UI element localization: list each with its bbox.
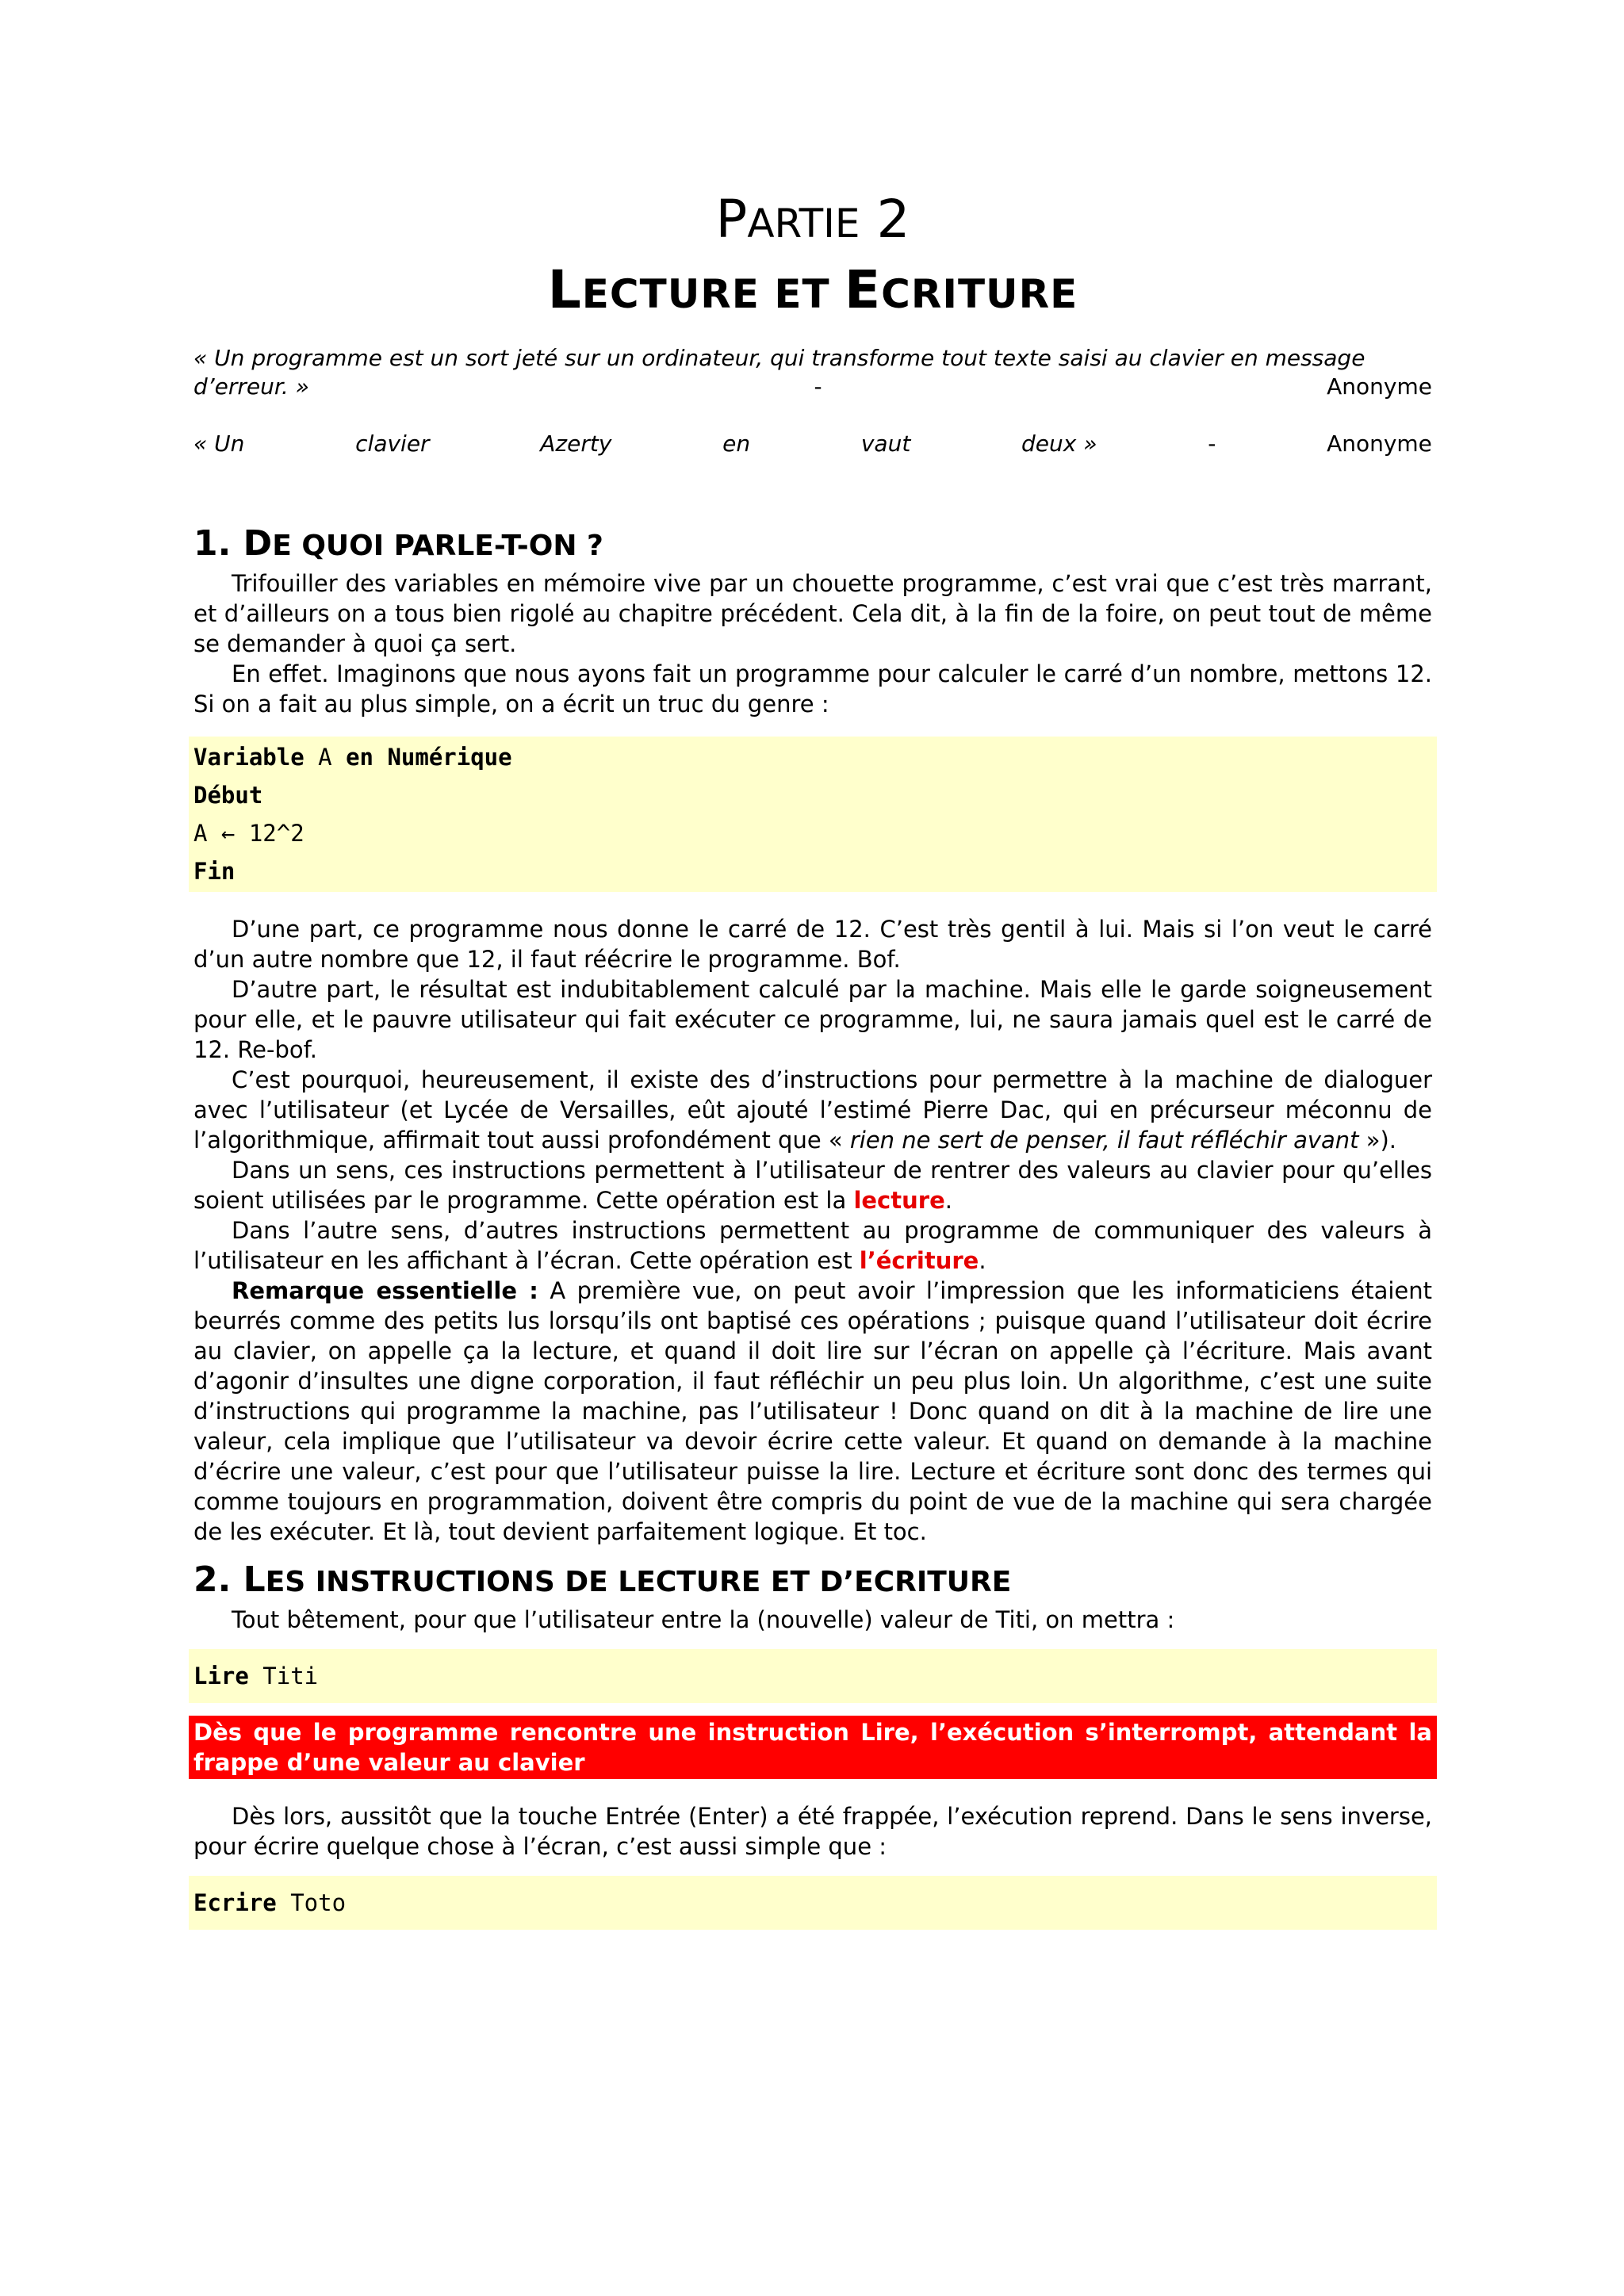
paragraph: Trifouiller des variables en mémoire vive par un chouette programme, c’est vrai que c’est très marrant, et d’ailleurs on a tous bien rigolé au chapitre précédent. Cela dit, à la fin de la foire, on peut tout de même se demander à quoi ça sert. bbox=[193, 570, 1432, 657]
paragraph: Dès lors, aussitôt que la touche Entrée (Enter) a été frappée, l’exécution reprend. Dans le sens inverse, pour écrire quelque chose à l’écran, c’est aussi simple que : bbox=[193, 1803, 1432, 1860]
title-cap: P bbox=[715, 189, 748, 250]
paragraph: En effet. Imaginons que nous ayons fait un programme pour calculer le carré d’un nombre, mettons 12. Si on a fait au plus simple, on a écrit un truc du genre : bbox=[193, 660, 1432, 718]
code-line: Lire Titi bbox=[193, 1663, 319, 1689]
epigraph-text: « Un programme est un sort jeté sur un ordinateur, qui transforme tout texte saisi au clavier en message bbox=[193, 345, 1365, 371]
code-line: Ecrire Toto bbox=[193, 1889, 347, 1916]
chapter-title bbox=[193, 256, 1432, 328]
warning-box: Dès que le programme rencontre une instruction Lire, l’exécution s’interrompt, attendant la frappe d’une valeur au clavier bbox=[189, 1716, 1437, 1779]
title-cap: L bbox=[547, 259, 582, 320]
epigraph-word: clavier bbox=[355, 430, 430, 457]
title-number: 2 bbox=[860, 189, 910, 250]
epigraph-word: deux » bbox=[1021, 430, 1097, 457]
paragraph: Dans l’autre sens, d’autres instructions permettent au programme de communiquer des valeurs à l’utilisateur en les affichant à l’écran. Cette opération est l’écriture. bbox=[193, 1217, 1432, 1274]
paragraph: D’une part, ce programme nous donne le carré de 12. C’est très gentil à lui. Mais si l’on veut le carré d’un autre nombre que 12, il faut réécrire le programme. Bof. bbox=[193, 916, 1432, 973]
code-block bbox=[189, 1876, 1437, 1930]
epigraph-2 bbox=[193, 430, 1432, 458]
page-content bbox=[193, 187, 1432, 1930]
code-line: A ← 12^2 bbox=[193, 820, 304, 847]
title-cap: E bbox=[845, 259, 882, 320]
code-line: Début bbox=[193, 782, 263, 809]
code-block bbox=[189, 1649, 1437, 1703]
paragraph: Remarque essentielle : A première vue, on peut avoir l’impression que les informaticiens étaient beurrés comme des petits lus lorsqu’ils ont baptisé ces opérations ; puisque quand l’utilisateur doit écrire au clavier, on appelle ça la lecture, et quand il doit lire sur l’écran on appelle çà l’écriture. Mais avant d’agonir d’insultes une digne corporation, il faut réfléchir un peu plus loin. Un algorithme, c’est une suite d’instructions qui programme la machine, pas l’utilisateur ! Donc quand on dit à la machine de lire une valeur, cela implique que l’utilisateur va devoir écrire cette valeur. Et quand on demande à la machine d’écrire une valeur, c’est pour que l’utilisateur puisse la lire. Lecture et écriture sont donc des termes qui comme toujours en programmation, doivent être compris du point de vue de la machine qui sera chargée de les exécuter. Et là, tout devient parfaitement logique. Et toc. bbox=[193, 1277, 1432, 1545]
paragraph: C’est pourquoi, heureusement, il existe des d’instructions pour permettre à la machine de dialoguer avec l’utilisateur (et Lycée de Versailles, eût ajouté l’estimé Pierre Dac, qui en précurseur méconnu de l’algorithmique, affirmait tout aussi profondément que « rien ne sert de penser, il faut réfléchir avant »). bbox=[193, 1066, 1432, 1154]
paragraph: Tout bêtement, pour que l’utilisateur entre la (nouvelle) valeur de Titi, on mettra : bbox=[232, 1606, 1175, 1633]
highlight-term: l’écriture bbox=[859, 1247, 979, 1274]
paragraph: D’autre part, le résultat est indubitablement calculé par la machine. Mais elle le garde soigneusement pour elle, et le pauvre utilisateur qui fait exécuter ce programme, lui, ne saura jamais quel est le carré de 12. Re-bof. bbox=[193, 976, 1432, 1063]
epigraph-dash: - bbox=[1208, 430, 1216, 457]
part-title bbox=[193, 187, 1432, 256]
epigraph-word: vaut bbox=[860, 430, 911, 457]
epigraph-dash: - bbox=[814, 373, 822, 400]
title-small: CRITURE bbox=[881, 271, 1078, 317]
section-heading-1: 1. DE QUOI PARLE-T-ON ? bbox=[193, 523, 603, 564]
title-small: ARTIE bbox=[747, 201, 860, 247]
epigraph-word: Azerty bbox=[540, 430, 612, 457]
epigraph-author: Anonyme bbox=[1327, 430, 1432, 457]
remark-label: Remarque essentielle : bbox=[232, 1277, 538, 1304]
epigraph-word: en bbox=[722, 430, 751, 457]
title-small: ECTURE ET bbox=[581, 271, 845, 317]
epigraph-word: « Un bbox=[193, 430, 245, 457]
paragraph: Dans un sens, ces instructions permettent à l’utilisateur de rentrer des valeurs au clavier pour qu’elles soient utilisées par le programme. Cette opération est la lecture. bbox=[193, 1157, 1432, 1214]
section-heading-2: 2. LES INSTRUCTIONS DE LECTURE ET D’ECRITURE bbox=[193, 1559, 1012, 1600]
epigraph-1 bbox=[193, 344, 1432, 401]
code-line: Variable A en Numérique bbox=[193, 744, 512, 771]
epigraph-author: Anonyme bbox=[1327, 373, 1432, 400]
highlight-term: lecture bbox=[853, 1187, 945, 1214]
epigraph-text-end: d’erreur. » bbox=[193, 373, 309, 400]
code-line: Fin bbox=[193, 858, 236, 885]
code-block bbox=[189, 737, 1437, 892]
